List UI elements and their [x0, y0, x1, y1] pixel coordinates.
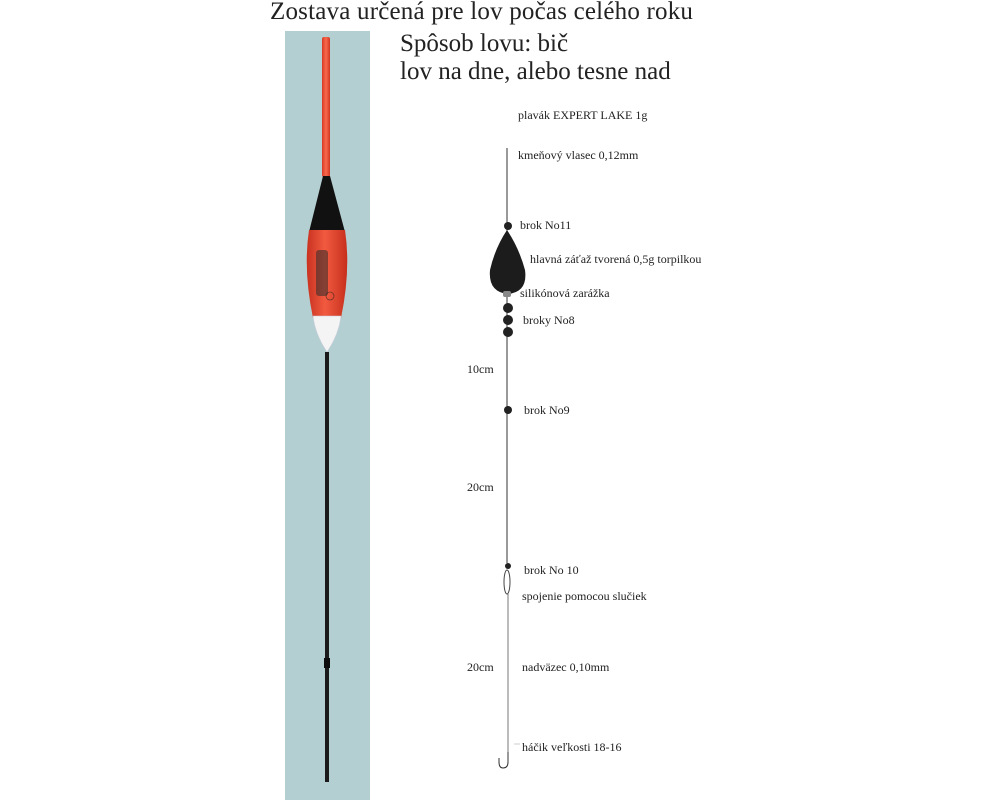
- page-title: Zostava určená pre lov počas celého roku: [270, 0, 694, 25]
- shot-no11-label: brok No11: [520, 218, 572, 232]
- shots-no8-label: broky No8: [523, 313, 575, 327]
- mainline-label: kmeňový vlasec 0,12mm: [518, 148, 639, 162]
- float-label: plavák EXPERT LAKE 1g: [518, 108, 648, 122]
- loop-connection-label: spojenie pomocou slučiek: [522, 589, 647, 603]
- silicone-stop-label: silikónová zarážka: [520, 286, 610, 300]
- shot-no8-3: [503, 327, 513, 337]
- fishing-method: Spôsob lovu: bič: [400, 30, 569, 57]
- silicone-stop: [503, 291, 511, 297]
- main-weight-torpedo: [490, 230, 526, 294]
- distance-label-2: 20cm: [467, 480, 494, 494]
- distance-label-1: 10cm: [467, 362, 494, 376]
- shot-no9: [504, 406, 512, 414]
- shot-no10: [505, 563, 511, 569]
- shot-no8-2: [503, 315, 513, 325]
- shot-no8-1: [503, 303, 513, 313]
- fishing-mode: lov na dne, alebo tesne nad: [400, 58, 671, 85]
- shot-no9-label: brok No9: [524, 403, 570, 417]
- main-weight-label: hlavná záťaž tvorená 0,5g torpilkou: [530, 252, 702, 266]
- distance-label-3: 20cm: [467, 660, 494, 674]
- shot-no10-label: brok No 10: [524, 563, 579, 577]
- hook-label: háčik veľkosti 18-16: [522, 740, 622, 754]
- loop-connection: [504, 570, 510, 594]
- hook: [499, 752, 508, 768]
- hooklink-label: nadväzec 0,10mm: [522, 660, 610, 674]
- shot-no11: [504, 222, 512, 230]
